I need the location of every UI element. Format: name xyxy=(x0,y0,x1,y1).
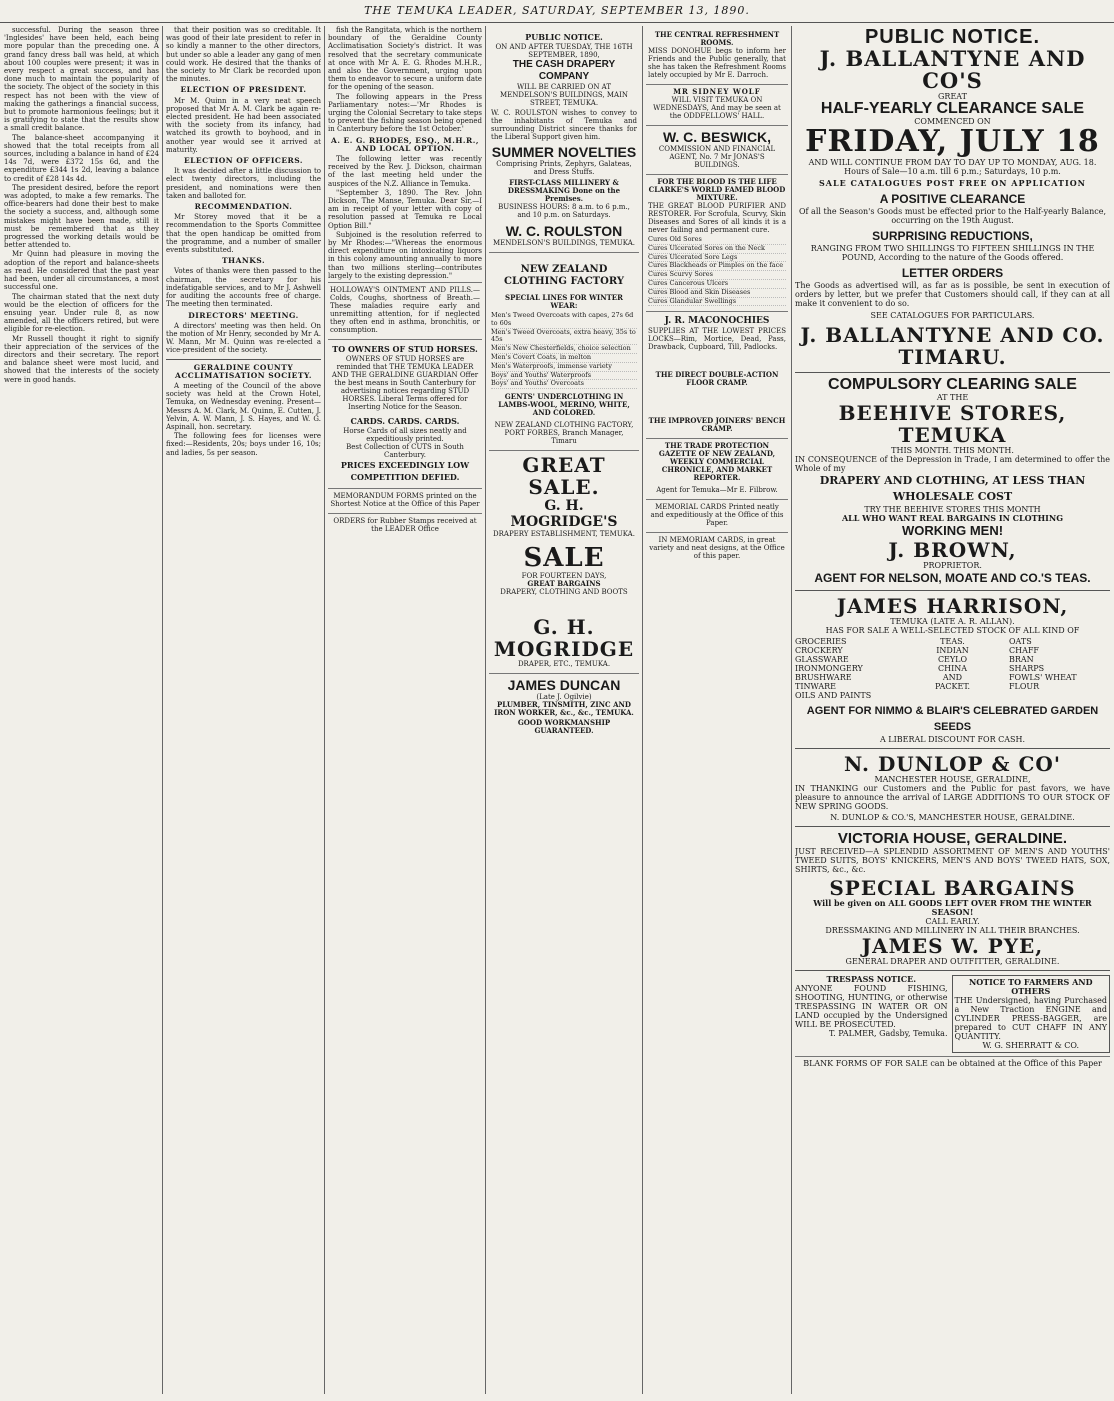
price-list-item: Men's Tweed Overcoats, extra heavy, 35s to 45s xyxy=(491,327,636,344)
goods-item: IRONMONGERY xyxy=(795,664,863,673)
price-list-item: Boys' and Youths' Waterproofs xyxy=(491,372,637,381)
article-paragraph: that their position was so creditable. It was good of their late president to refer in so kindly a manner to the other directors, but under so able a leader any gang of men could work. He desired that the thanks of the society to Mr Clark be recorded upon the minutes. xyxy=(166,26,321,84)
masthead: THE TEMUKA LEADER, SATURDAY, SEPTEMBER 13, 1890. xyxy=(0,0,1114,23)
goods-item: OILS AND PAINTS xyxy=(795,691,872,700)
column-divider xyxy=(791,26,792,1394)
divider xyxy=(166,359,321,360)
section-heading: THANKS. xyxy=(221,256,266,266)
teas-item: CHINA xyxy=(937,664,968,673)
cures-list-item: Cures Blood and Skin Diseases xyxy=(648,289,786,298)
teas-item: TEAS. xyxy=(940,637,965,646)
article-paragraph: A directors' meeting was then held. On the motion of Mr Henry, seconded by Mr A. W. Mann, Mr M. Quinn was re-elected a vice-president of the society. xyxy=(166,321,321,355)
clothing-factory-ad: NEW ZEALAND CLOTHING FACTORY SPECIAL LINES FOR WINTER WEAR: Men's Tweed Overcoats with capes, 27s 6d to 60s Men's Tweed Overcoats, extra heavy, 35s to 45s Men's New Chesterfields, choice selection Men's Covert Coats, in melton Men's Waterproofs, immense variety Boys' and Youths' Waterproofs Boys' and Youths' Overcoats GENTS' UNDERCLOTHING IN LAMBS-WOOL, MERINO, WHITE, AND COLORED. NEW ZEALAND CLOTHING FACTORY, PORT FORBES, Branch Manager, Timaru xyxy=(489,252,639,448)
ballantyne-ad: PUBLIC NOTICE. J. BALLANTYNE AND CO'S GREAT HALF-YEARLY CLEARANCE SALE COMMENCED ON FRIDAY, JULY 18 AND WILL CONTINUE FROM DAY TO DAY UP TO MONDAY, AUG. 18. Hours of Sale—10 a.m. till 6 p.m.; Saturdays, 10 p.m. SALE CATALOGUES POST FREE ON APPLICATION A POSITIVE CLEARANCE Of all the Season's Goods must be effected prior to the Half-yearly Balance, occurring on the 19th August. SURPRISING REDUCTIONS, RANGING FROM TWO SHILLINGS TO FIFTEEN SHILLINGS IN THE POUND, According to the nature of the Goods offered. LETTER ORDERS The Goods as advertised will, as far as is possible, be sent in execution of orders by letter, but we prefer that Customers should call, if they can at all make it convenient to do so. SEE CATALOGUES FOR PARTICULARS. J. BALLANTYNE AND CO. TIMARU. xyxy=(795,26,1110,369)
price-list-item: Men's Waterproofs, immense variety xyxy=(491,363,637,372)
blood-mixture-ad: FOR THE BLOOD IS THE LIFE CLARKE'S WORLD FAMED BLOOD MIXTURE. THE GREAT BLOOD PURIFIER AND RESTORER. For Scrofula, Scurvy, Skin Diseases and Sores of all kinds it is a never failing and permanent cure. Cures Old Sores Cures Ulcerated Sores on the Neck Cures Ulcerated Sore Legs Cures Blackheads or Pimples on the face Cures Scurvy Sores Cures Cancerous Ulcers Cures Blood and Skin Diseases Cures Glandular Swellings xyxy=(646,174,788,309)
great-sale-ad: GREAT SALE. G. H. MOGRIDGE'S DRAPERY ESTABLISHMENT, TEMUKA. SALE FOR FOURTEEN DAYS, GREAT BARGAINS DRAPERY, CLOTHING AND BOOTS G. H. MOGRIDGE DRAPER, ETC., TEMUKA. xyxy=(489,450,639,671)
goods-item: CHAFF xyxy=(1009,646,1039,655)
article-paragraph: The president desired, before the report was adopted, to make a few remarks. The office-bearers had done their best to make the society a success, and, although some mistakes might have been made, still it must be remembered that as they progressed the working details would be better attended to. xyxy=(4,183,159,250)
article-paragraph: The following letter was recently received by the Rev. J. Dickson, chairman of the last meeting held under the auspices of the N.Z. Alliance in Temuka. xyxy=(328,155,482,188)
sidney-wolf-ad: MR SIDNEY WOLF WILL VISIT TEMUKA ON WEDNESDAYS, And may be seen at the ODDFELLOWS' HALL. xyxy=(646,84,788,123)
divider xyxy=(795,826,1110,827)
goods-item: GROCERIES xyxy=(795,637,847,646)
goods-item: CROCKERY xyxy=(795,646,843,655)
article-paragraph: A meeting of the Council of the above society was held at the Crown Hotel, Temuka, on Wednesday evening. Present—Messrs A. M. Clark, M. Quinn, E. Cutten, J. Yelvin, A. W. Mann, J. S. Hayes, and W. G. Aspinall, hon. secretary. xyxy=(166,381,321,431)
in-memoriam-ad: IN MEMORIAM CARDS, in great variety and neat designs, at the Office of this paper. xyxy=(646,532,788,563)
teas-list xyxy=(902,637,1003,700)
holloway-ad: HOLLOWAY'S OINTMENT AND PILLS.—Colds, Coughs, shortness of Breath.—These maladies require early and unremitting attention, for if neglected they often end in asthma, bronchitis, or consumption. xyxy=(328,282,482,337)
james-duncan-ad: JAMES DUNCAN (Late J. Ogilvie) PLUMBER, TINSMITH, ZINC AND IRON WORKER, &c., &c., TEMUKA. GOOD WORKMANSHIP GUARANTEED. xyxy=(489,673,639,738)
article-paragraph: "September 3, 1890. The Rev. John Dickson, The Manse, Temuka. Dear Sir,—I am in receipt of your letter with copy of resolution passed at Temuka re Local Option Bill." xyxy=(328,188,482,230)
cures-list-item: Cures Blackheads or Pimples on the face xyxy=(648,262,786,271)
blank-forms-notice: BLANK FORMS OF FOR SALE can be obtained at the Office of this Paper xyxy=(795,1056,1110,1068)
article-paragraph: Mr Quinn had pleasure in moving the adoption of the report and balance-sheets as read. He considered that the past year had been, under all circumstances, a most successful one. xyxy=(4,250,159,292)
divider xyxy=(795,748,1110,749)
cash-drapery-ad: PUBLIC NOTICE. ON AND AFTER TUESDAY, THE 16TH SEPTEMBER, 1890, THE CASH DRAPERY COMPANY WILL BE CARRIED ON AT MENDELSON'S BUILDINGS, MAIN STREET, TEMUKA. W. C. ROULSTON wishes to convey to the inhabitants of Temuka and surrounding District sincere thanks for the Liberal Support given him. SUMMER NOVELTIES Comprising Prints, Zephyrs, Galateas, and Dress Stuffs. FIRST-CLASS MILLINERY & DRESSMAKING Done on the Premises. BUSINESS HOURS: 8 a.m. to 6 p.m., and 10 p.m. on Saturdays. W. C. ROULSTON MENDELSON'S BUILDINGS, TEMUKA. xyxy=(491,32,637,247)
memorial-cards-ad: MEMORIAL CARDS Printed neatly and expeditiously at the Office of this Paper. xyxy=(646,499,788,530)
price-list-item: Men's Covert Coats, in melton xyxy=(491,354,637,363)
column-6 xyxy=(795,26,1110,1394)
column-5 xyxy=(646,26,788,1394)
column-1 xyxy=(4,26,159,1394)
cures-list xyxy=(648,236,786,306)
article-paragraph: The chairman stated that the next duty would be the election of officers for the ensuing year. Under rule 8, as now amended, all the officers retired, but were eligible for re-election. xyxy=(4,292,159,334)
column-3 xyxy=(328,26,482,1394)
article-paragraph: Mr Russell thought it right to signify their appreciation of the services of the directors and their secretary. The report and balance sheet were most lucid, and showed that the interests of the society were in good hands. xyxy=(4,334,159,384)
dunlop-ad: N. DUNLOP & CO' MANCHESTER HOUSE, GERALDINE, IN THANKING our Customers and the Public for past favors, we have pleasure to announce the arrival of LARGE ADDITIONS TO OUR STOCK OF NEW SPRING GOODS. N. DUNLOP & CO.'S, MANCHESTER HOUSE, GERALDINE. xyxy=(795,752,1110,822)
cures-list-item: Cures Glandular Swellings xyxy=(648,298,786,307)
rubber-stamps-ad: ORDERS for Rubber Stamps received at the LEADER Office xyxy=(328,513,482,536)
article-paragraph: The balance-sheet accompanying it showed that the total receipts from all sources, including a balance in hand of £24 14s 7d, were £372 15s 6d, and the expenditure £344 1s 2d, leaving a balance to credit of £28 14s 4d. xyxy=(4,133,159,183)
goods-item: BRAN xyxy=(1009,655,1034,664)
price-list-item: Men's Tweed Overcoats with capes, 27s 6d to 60s xyxy=(491,312,637,329)
price-list-item: Men's New Chesterfields, choice selection xyxy=(491,345,637,354)
column-divider xyxy=(485,26,486,1394)
cures-list-item: Cures Scurvy Sores xyxy=(648,271,786,280)
goods-item: FLOUR xyxy=(1009,682,1040,691)
teas-item: INDIAN xyxy=(936,646,969,655)
divider xyxy=(795,970,1110,971)
goods-list-right xyxy=(1009,637,1110,700)
price-list-item: Boys' and Youths' Overcoats xyxy=(491,380,637,389)
teas-item: PACKET. xyxy=(934,682,971,691)
article-paragraph: The following fees for licenses were fixed:—Residents, 20s; boys under 16, 10s; and ladies, 5s per season. xyxy=(166,432,321,457)
bottom-notices xyxy=(795,975,1110,1053)
cures-list-item: Cures Ulcerated Sore Legs xyxy=(648,254,786,263)
trade-protection-ad: THE TRADE PROTECTION GAZETTE OF NEW ZEALAND, WEEKLY COMMERCIAL CHRONICLE, AND MARKET REPORTER. Agent for Temuka—Mr E. Filbrow. xyxy=(646,438,788,497)
goods-item: BRUSHWARE xyxy=(795,673,852,682)
teas-item: AND xyxy=(942,673,963,682)
divider xyxy=(795,372,1110,373)
column-divider xyxy=(324,26,325,1394)
goods-columns xyxy=(795,637,1110,700)
article-paragraph: Votes of thanks were then passed to the chairman, the secretary for his indefatigable services, and to Mr J. Ashwell for auditing the accounts free of charge. The meeting then terminated. xyxy=(166,267,321,309)
article-paragraph: Subjoined is the resolution referred to by Mr Rhodes:—"Whereas the enormous direct expenditure on intoxicating liquors in this colony amounting annually to more than two millions sterling—contributes largely to the existing depression." xyxy=(328,230,482,280)
section-heading: RECOMMENDATION. xyxy=(194,202,293,212)
goods-item: SHARPS xyxy=(1009,664,1045,673)
maconochies-ad: J. R. MACONOCHIES SUPPLIES AT THE LOWEST PRICES LOCKS—Rim, Mortice, Dead, Pass, Drawback, Cupboard, Till, Padlocks. THE DIRECT DOUBLE-ACTION FLOOR CRAMP. THE IMPROVED JOINERS' BENCH CRAMP. xyxy=(646,311,788,436)
goods-item: FOWLS' WHEAT xyxy=(1009,673,1077,682)
beswick-ad: W. C. BESWICK, COMMISSION AND FINANCIAL AGENT, No. 7 Mr JONAS'S BUILDINGS. xyxy=(646,125,788,172)
victoria-house-ad: VICTORIA HOUSE, GERALDINE. JUST RECEIVED—A SPLENDID ASSORTMENT OF MEN'S AND YOUTHS' TWEED SUITS, BOYS' KNICKERS, MEN'S AND BOYS' TWEED HATS, SOX, SHIRTS, &c., &c. SPECIAL BARGAINS Will be given on ALL GOODS LEFT OVER FROM THE WINTER SEASON! CALL EARLY. DRESSMAKING AND MILLINERY IN ALL THEIR BRANCHES. JAMES W. PYE, GENERAL DRAPER AND OUTFITTER, GERALDINE. xyxy=(795,830,1110,966)
section-heading: ELECTION OF OFFICERS. xyxy=(183,156,304,166)
memorandum-ad: MEMORANDUM FORMS printed on the Shortest Notice at the Office of this Paper xyxy=(328,488,482,511)
cures-list-item: Cures Ulcerated Sores on the Neck xyxy=(648,245,786,254)
article-paragraph: The following appears in the Press Parliamentary notes:—'Mr Rhodes is urging the Colonial Secretary to take steps to prevent the fishing season being opened in Canterbury before the 1st October.' xyxy=(328,92,482,134)
cures-list-item: Cures Cancerous Ulcers xyxy=(648,280,786,289)
trespass-notice: TRESPASS NOTICE. ANYONE FOUND FISHING, SHOOTING, HUNTING, or otherwise TRESPASSING IN WATER OR ON LAND occupied by the Undersigned WILL BE PROSECUTED. T. PALMER, Gadsby, Temuka. xyxy=(795,974,948,1038)
article-paragraph: fish the Rangitata, which is the northern boundary of the Geraldine County Acclimatisation Society's district. It was resolved that the secretary communicate at once with Mr A. E. G. Rhodes M.H.R., and also the Government, urging upon them to endeavor to secure a uniform date for the opening of the season. xyxy=(328,26,482,92)
section-heading: GERALDINE COUNTY ACCLIMATISATION SOCIETY. xyxy=(175,362,312,380)
section-heading: ELECTION OF PRESIDENT. xyxy=(180,85,307,95)
beehive-stores-ad: COMPULSORY CLEARING SALE AT THE BEEHIVE STORES, TEMUKA THIS MONTH. THIS MONTH. IN CONSEQUENCE of the Depression in Trade, I am determined to offer the Whole of my DRAPERY AND CLOTHING, AT LESS THAN WHOLESALE COST TRY THE BEEHIVE STORES THIS MONTH ALL WHO WANT REAL BARGAINS IN CLOTHING WORKING MEN! J. BROWN, PROPRIETOR. AGENT FOR NELSON, MOATE AND CO.'S TEAS. xyxy=(795,376,1110,585)
section-heading: DIRECTORS' MEETING. xyxy=(188,310,299,320)
goods-item: TINWARE xyxy=(795,682,836,691)
column-4 xyxy=(489,26,639,1394)
stud-horses-ad: TO OWNERS OF STUD HORSES. OWNERS OF STUD HORSES are reminded that THE TEMUKA LEADER AND THE GERALDINE GUARDIAN Offer the best means in South Canterbury for advertising notices regarding STUD HORSES. Liberal Terms offered for Inserting Notice for the Season. CARDS. CARDS. CARDS. Horse Cards of all sizes neatly and expeditiously printed. Best Collection of CUTS in South Canterbury. PRICES EXCEEDINGLY LOW COMPETITION DEFIED. xyxy=(328,339,482,486)
goods-item: OATS xyxy=(1009,637,1032,646)
section-heading: A. E. G. RHODES, ESQ., M.H.R., AND LOCAL OPTION. xyxy=(331,135,479,153)
column-2 xyxy=(166,26,321,1394)
goods-item: GLASSWARE xyxy=(795,655,849,664)
divider xyxy=(795,590,1110,591)
article-paragraph: successful. During the season three 'Inglesides' have been held, each being more popular than the preceding one. A grand fancy dress ball was held, at which about 100 couples were present; it was in every respect a great success, and has done much to maintain the popularity of the society. The object of the society in this respect has not been with the view of making the gatherings a financial success, but to promote harmonious feelings; but it is gratifying to state that the results show a small credit balance. xyxy=(4,26,159,133)
article-paragraph: Mr M. Quinn in a very neat speech proposed that Mr A. M. Clark be again re-elected president. He had been associated with the society from its infancy, had watched its growth to boyhood, and in another year would see it arrived at maturity. xyxy=(166,96,321,154)
farmers-notice: NOTICE TO FARMERS AND OTHERS THE Undersigned, having Purchased a New Traction ENGINE and CYLINDER PRESS-BAGGER, are prepared to CUT CHAFF IN ANY QUANTITY. W. G. SHERRATT & CO. xyxy=(952,975,1111,1053)
refreshment-rooms-ad: THE CENTRAL REFRESHMENT ROOMS. MISS DONOHUE begs to inform her Friends and the Public generally, that she has taken the Refreshment Rooms lately occupied by Mr E. Darroch. xyxy=(648,30,786,79)
cures-list-item: Cures Old Sores xyxy=(648,236,786,245)
james-harrison-ad: JAMES HARRISON, TEMUKA (LATE A. R. ALLAN). HAS FOR SALE A WELL-SELECTED STOCK OF ALL KIND OF GROCERIES CROCKERY GLASSWARE IRONMONGERY BRUSHWARE TINWARE OILS AND PAINTS TEAS. INDIAN CEYLO CHINA AND PACKET. OATS CHAFF BRAN SHARPS FOWLS' WHEAT FLOUR AGENT FOR NIMMO & BLAIR'S CELEBRATED GARDEN SEEDS A LIBERAL DISCOUNT FOR CASH. xyxy=(795,595,1110,744)
column-divider xyxy=(162,26,163,1394)
article-paragraph: It was decided after a little discussion to elect twenty directors, including the president, and nominations were then taken and balloted for. xyxy=(166,167,321,200)
price-list xyxy=(491,312,637,389)
article-paragraph: Mr Storey moved that it be a recommendation to the Sports Committee that the open handicap be omitted from the programme, and a number of smaller events substituted. xyxy=(166,213,321,255)
column-divider xyxy=(642,26,643,1394)
teas-item: CEYLO xyxy=(937,655,968,664)
goods-list-left xyxy=(795,637,896,700)
